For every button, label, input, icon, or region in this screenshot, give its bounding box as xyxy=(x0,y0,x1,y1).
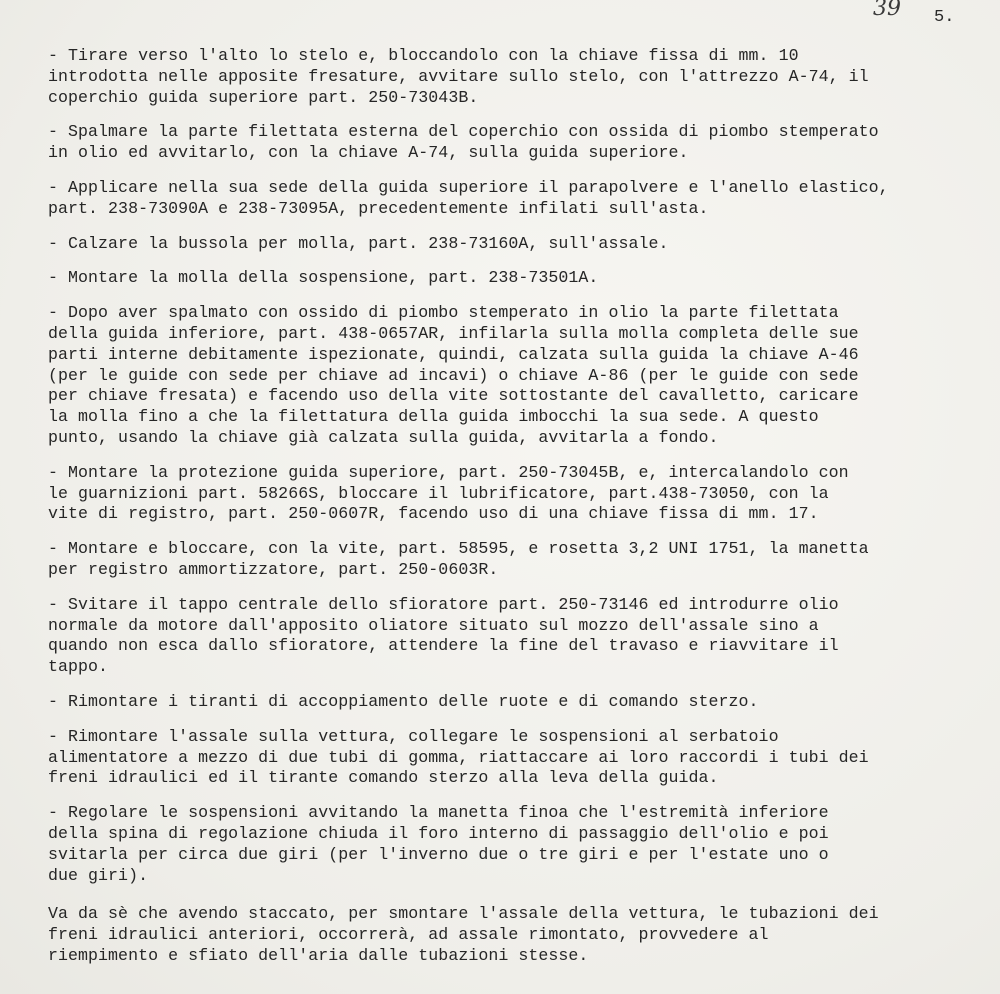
instruction-paragraph-4: - Calzare la bussola per molla, part. 238-73160A, sull'assale. xyxy=(48,233,669,253)
instruction-paragraph-6: - Dopo aver spalmato con ossido di piombo stemperato in olio la parte filettata della guida inferiore, part. 438-0657AR, infilarla sulla molla completa delle sue parti interne debitamente ispezionate, quindi, calzata sulla guida la chiave A-46 (per le guide con sede per chiave ad incavi) o chiave A-86 (per le guide con sede per chiave fresata) e facendo uso della vite sottostante del cavalletto, caricare la molla fino a che la filettatura della guida imbocchi la sua sede. A questo punto, usando la chiave già calzata sulla guida, avvitarla a fondo. xyxy=(48,303,859,447)
document-body xyxy=(48,46,958,981)
instruction-paragraph-12: - Regolare le sospensioni avvitando la manetta finoa che l'estremità inferiore della spina di regolazione chiuda il foro interno di passaggio dell'olio e poi svitarla per circa due giri (per l'inverno due o tre giri e per l'estate uno o due giri). xyxy=(48,803,829,885)
instruction-paragraph-1: - Tirare verso l'alto lo stelo e, bloccandolo con la chiave fissa di mm. 10 introdotta nelle apposite fresature, avvitare sullo stelo, con l'attrezzo A-74, il coperchio guida superiore part. 250-73043B. xyxy=(48,46,869,107)
page-number: 5. xyxy=(934,8,955,27)
instruction-paragraph-9: - Svitare il tappo centrale dello sfioratore part. 250-73146 ed introdurre olio normale da motore dall'apposito oliatore situato sul mozzo dell'assale sino a quando non esca dallo sfioratore, attendere la fine del travaso e riavvitare il tappo. xyxy=(48,594,839,677)
instruction-paragraph-8: - Montare e bloccare, con la vite, part. 58595, e rosetta 3,2 UNI 1751, la manetta per registro ammortizzatore, part. 250-0603R. xyxy=(48,539,869,579)
instruction-paragraph-11: - Rimontare l'assale sulla vettura, collegare le sospensioni al serbatoio alimentatore a mezzo di due tubi di gomma, riattaccare ai loro raccordi i tubi dei freni idraulici ed il tirante comando sterzo alla leva della guida. xyxy=(48,726,869,788)
instruction-paragraph-7: - Montare la protezione guida superiore, part. 250-73045B, e, intercalandolo con le guarnizioni part. 58266S, bloccare il lubrificatore, part.438-73050, con la vite di registro, part. 250-0607R, facendo uso di una chiave fissa di mm. 17. xyxy=(48,462,849,524)
handwritten-mark: 39 xyxy=(873,0,901,21)
instruction-paragraph-10: - Rimontare i tiranti di accoppiamento delle ruote e di comando sterzo. xyxy=(48,691,759,711)
instruction-paragraph-5: - Montare la molla della sospensione, part. 238-73501A. xyxy=(48,268,599,288)
instruction-paragraph-3: - Applicare nella sua sede della guida superiore il parapolvere e l'anello elastico, part. 238-73090A e 238-73095A, precedentemente infilati sull'asta. xyxy=(48,177,889,218)
instruction-paragraph-2: - Spalmare la parte filettata esterna del coperchio con ossida di piombo stemperato in olio ed avvitarlo, con la chiave A-74, sulla guida superiore. xyxy=(48,122,879,163)
closing-paragraph: Va da sè che avendo staccato, per smontare l'assale della vettura, le tubazioni dei freni idraulici anteriori, occorrerà, ad assale rimontato, provvedere al riempimento e sfiato dell'aria dalle tubazioni stesse. xyxy=(48,904,879,965)
